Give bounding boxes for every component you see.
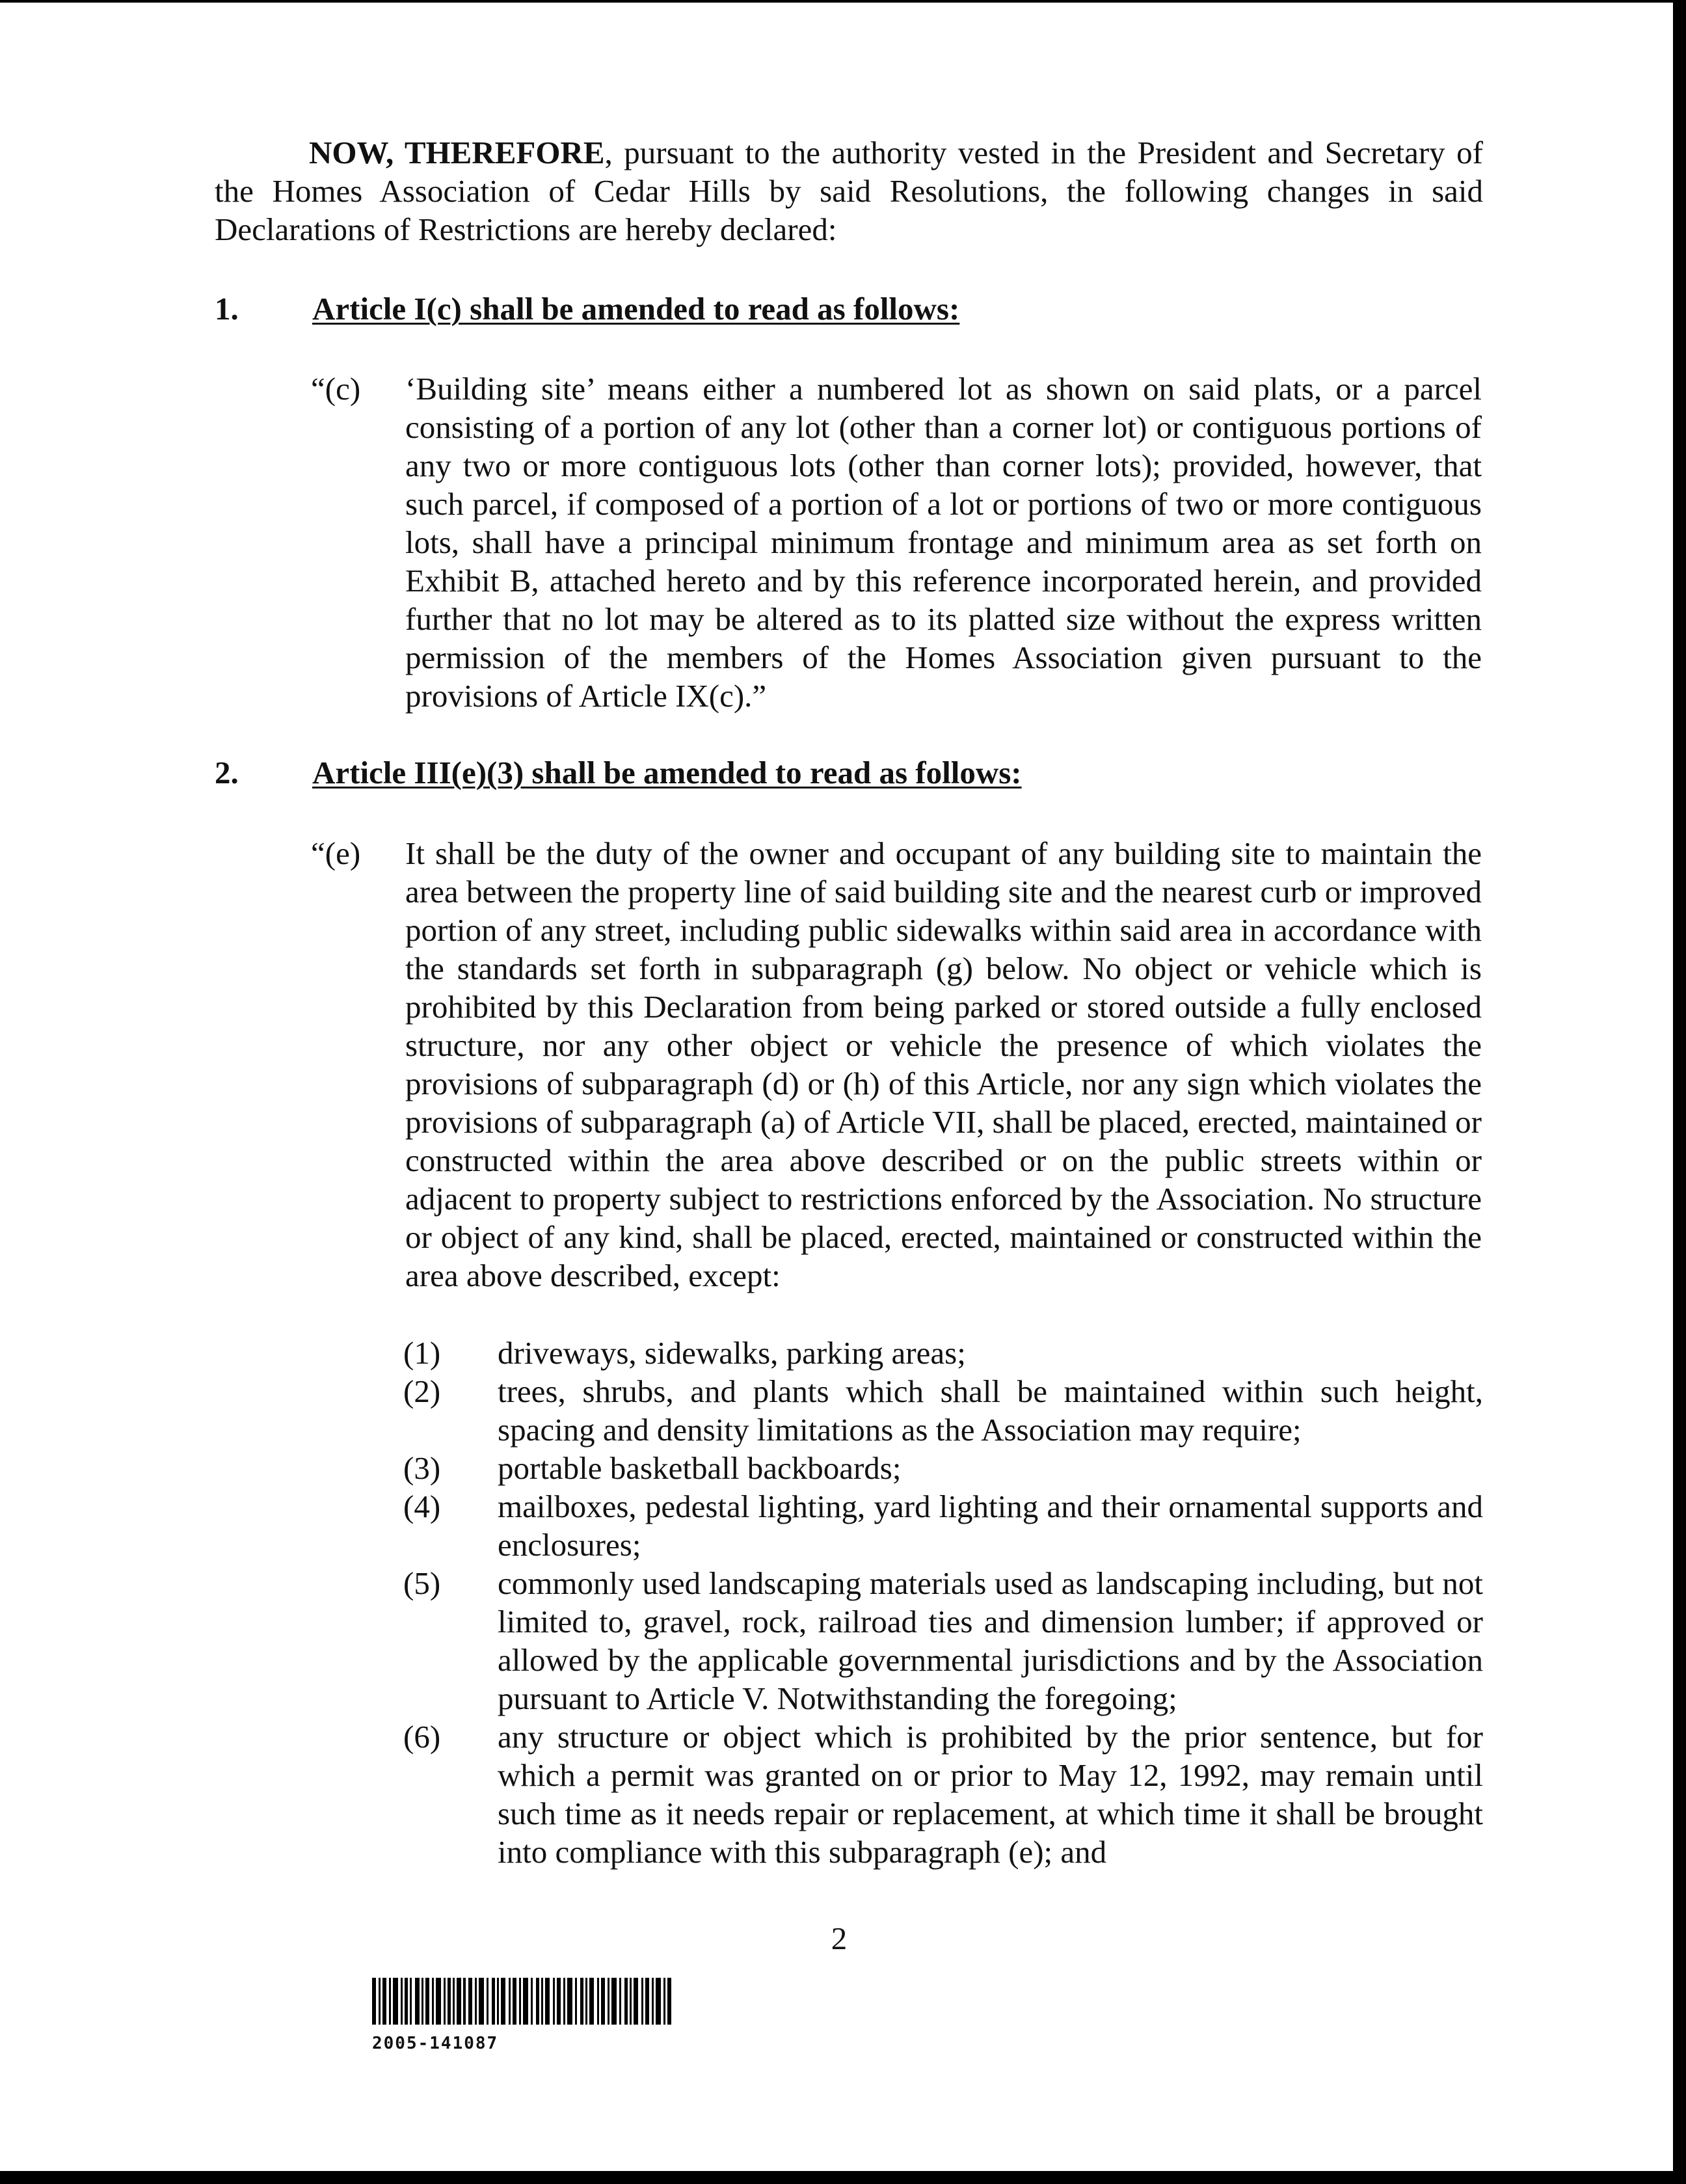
paragraph-body: It shall be the duty of the owner and occupant of any building site to maintain the area between the property line of said building site and the nearest curb or improved portion of any street, including public sidewalks within said area in accordance with the standards set forth in subparagraph (g) below. No object or vehicle which is prohibited by this Declaration from being parked or stored outside a fully enclosed structure, nor any other object or vehicle the presence of which violates the provisions of subparagraph (d) or (h) of this Article, nor any sign which violates the provisions of subparagraph (a) of Article VII, shall be placed, erected, maintained or constructed within the area above described or on the public streets within or adjacent to property subject to restrictions enforced by the Association. No structure or object of any kind, shall be placed, erected, maintained or constructed within the area above described, except: — [405, 835, 1482, 1293]
item-text: any structure or object which is prohibited by the prior sentence, but for which a permit was granted on or prior to May 12, 1992, may remain until such time as it needs repair or replacement, at which time it shall be brought into compliance with this subparagraph (e); and — [498, 1719, 1483, 1870]
list-item — [403, 1372, 1483, 1449]
intro-lead: NOW, THEREFORE — [309, 135, 605, 170]
item-text: commonly used landscaping materials used as landscaping including, but not limited to, gravel, rock, railroad ties and dimension lumber; if approved or allowed by the applicable governmental jurisdictions and by the Association pursuant to Article V. Notwithstanding the foregoing; — [498, 1565, 1483, 1716]
intro-paragraph — [215, 133, 1483, 249]
barcode-number: 2005-141087 — [372, 2034, 499, 2053]
item-number: (1) — [403, 1335, 441, 1371]
paragraph-label: “(c) — [311, 371, 361, 407]
item-number: (2) — [403, 1373, 441, 1409]
item-text: driveways, sidewalks, parking areas; — [498, 1335, 966, 1371]
section-title: Article III(e)(3) shall be amended to read as follows: — [312, 755, 1022, 790]
intro-text: , pursuant to the authority vested in the President and Secretary of the Homes Association of Cedar Hills by said Resolutions, the following changes in said Declarations of Restrictions are hereby declared: — [215, 135, 1483, 247]
paragraph-label: “(e) — [311, 835, 361, 871]
item-number: (3) — [403, 1450, 441, 1486]
item-number: (5) — [403, 1565, 441, 1601]
item-text: trees, shrubs, and plants which shall be maintained within such height, spacing and density limitations as the Association may require; — [498, 1373, 1483, 1448]
item-number: (6) — [403, 1719, 441, 1755]
list-item — [403, 1487, 1483, 1564]
list-item — [403, 1334, 1483, 1372]
page-number: 2 — [831, 1921, 848, 1956]
item-number: (4) — [403, 1489, 441, 1524]
list-item — [403, 1564, 1483, 1718]
exception-list — [403, 1334, 1483, 1871]
list-item — [403, 1449, 1483, 1487]
item-text: mailboxes, pedestal lighting, yard lighting and their ornamental supports and enclosures; — [498, 1489, 1483, 1563]
barcode-image — [372, 1978, 671, 2025]
section-number: 2. — [215, 755, 239, 790]
list-item — [403, 1718, 1483, 1871]
item-text: portable basketball backboards; — [498, 1450, 902, 1486]
paragraph-body: ‘Building site’ means either a numbered lot as shown on said plats, or a parcel consisting of a portion of any lot (other than a corner lot) or contiguous portions of any two or more contiguous lots (other than corner lots); provided, however, that such parcel, if composed of a portion of a lot or portions of two or more contiguous lots, shall have a principal minimum frontage and minimum area as set forth on Exhibit B, attached hereto and by this reference incorporated herein, and provided further that no lot may be altered as to its platted size without the express written permission of the members of the Homes Association given pursuant to the provisions of Article IX(c).” — [405, 371, 1482, 714]
section-number: 1. — [215, 291, 239, 327]
section-title: Article I(c) shall be amended to read as follows: — [312, 291, 960, 327]
